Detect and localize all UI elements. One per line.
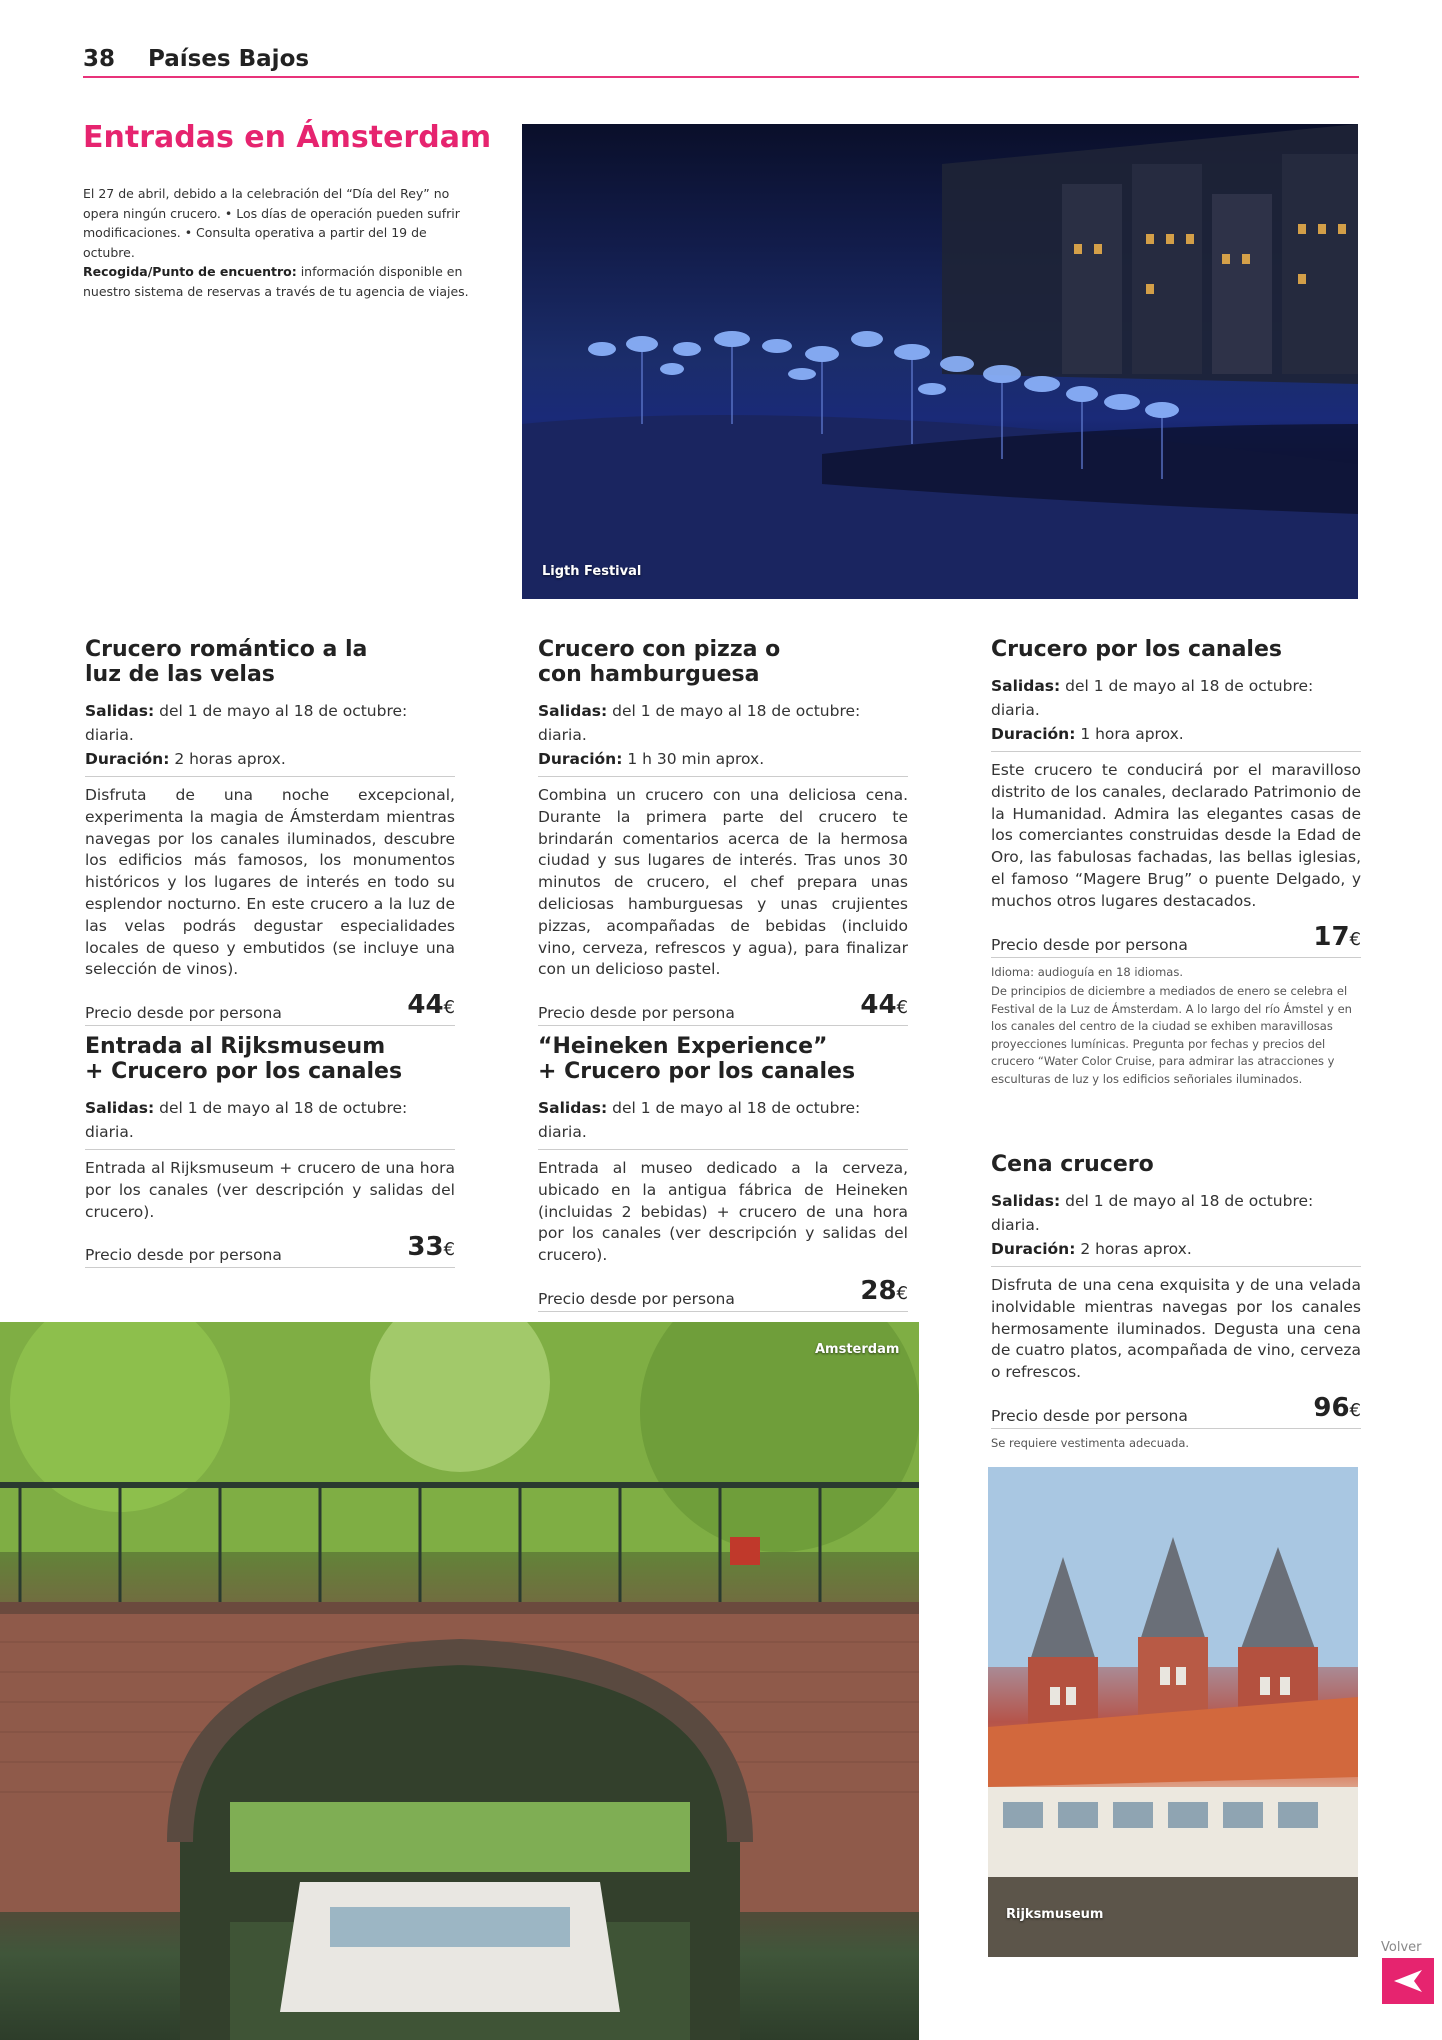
price-label: Precio desde por persona — [538, 1004, 735, 1023]
intro-body: El 27 de abril, debido a la celebración del “Día del Rey” no opera ningún crucero. • Los días de operación pueden sufrir modificaciones. • Consulta operativa a partir del 19 de octubre. — [83, 186, 460, 260]
price-label: Precio desde por persona — [85, 1246, 282, 1265]
divider — [85, 776, 455, 777]
divider — [538, 1149, 908, 1150]
tour-rijksmuseum — [85, 1034, 455, 1268]
page-number: 38 — [83, 46, 116, 72]
rijksmuseum-illustration — [988, 1467, 1358, 1957]
price-label: Precio desde por persona — [538, 1289, 735, 1308]
divider — [538, 776, 908, 777]
pickup-text: información disponible en nuestro sistema de reservas a través de tu agencia de viajes. — [83, 264, 469, 299]
tour-duration: Duración: 1 hora aprox. — [991, 725, 1184, 743]
amsterdam-canal-photo — [0, 1322, 919, 2040]
rijksmuseum-photo — [988, 1467, 1358, 1957]
tour-duration: Duración: 1 h 30 min aprox. — [538, 750, 765, 768]
tour-departures: Salidas: del 1 de mayo al 18 de octubre: diaria. — [85, 702, 408, 744]
price-row — [538, 991, 908, 1026]
tour-title: Entrada al Rijksmuseum + Crucero por los canales — [85, 1034, 403, 1084]
volver-label: Volver — [1381, 1940, 1422, 1955]
tour-cena-crucero — [991, 1152, 1361, 1452]
page-title: Entradas en Ámsterdam — [83, 120, 492, 155]
festival-caption: Ligth Festival — [542, 564, 642, 579]
language-note: Idioma: audioguía en 18 idiomas. — [991, 964, 1183, 979]
price-label: Precio desde por persona — [991, 935, 1188, 954]
tour-departures: Salidas: del 1 de mayo al 18 de octubre: diaria. — [538, 1099, 861, 1141]
tour-duration: Duración: 2 horas aprox. — [991, 1240, 1192, 1258]
price-value: 44€ — [860, 990, 908, 1021]
tour-description: Este crucero te conducirá por el maravilloso distrito de los canales, declarado Patrimonio de la Humanidad. Admira las elegantes casas de los comerciantes construidas desde la Edad de Oro, las fabulosas fachadas, las bellas iglesias, el famoso “Magere Brug” o puente Delgado, y muchos otros lugares destacados. — [991, 761, 1361, 910]
tour-title: “Heineken Experience” + Crucero por los canales — [538, 1034, 856, 1084]
museum-caption: Rijksmuseum — [1006, 1907, 1104, 1922]
canal-caption: Amsterdam — [815, 1342, 900, 1357]
tour-description: Entrada al museo dedicado a la cerveza, ubicado en la antigua fábrica de Heineken (incluidas 2 bebidas) + crucero de una hora por los canales (ver descripción y salidas del crucero). — [538, 1159, 908, 1265]
pickup-label: Recogida/Punto de encuentro: — [83, 264, 297, 279]
tour-description: Disfruta de una cena exquisita y de una velada inolvidable mientras navegas por los canales hermosamente iluminados. Degusta una cena de cuatro platos, acompañada de vino, cerveza o refrescos. — [991, 1276, 1361, 1382]
divider — [991, 1266, 1361, 1267]
price-label: Precio desde por persona — [85, 1004, 282, 1023]
price-row — [991, 923, 1361, 958]
price-value: 33€ — [407, 1232, 455, 1263]
intro-text — [83, 184, 473, 301]
divider — [991, 751, 1361, 752]
tour-title: Crucero por los canales — [991, 637, 1282, 662]
price-value: 96€ — [1313, 1392, 1361, 1423]
tour-crucero-canales — [991, 637, 1361, 1088]
canal-bridge-illustration — [0, 1322, 919, 2040]
header-divider — [83, 76, 1359, 78]
price-row — [538, 1277, 908, 1312]
tour-description: Disfruta de una noche excepcional, experimenta la magia de Ámsterdam mientras navegas por los canales iluminados, descubre los edificios más famosos, los monumentos históricos y los lugares de interés en todo su esplendor nocturno. En este crucero a la luz de las velas podrás degustar especialidades locales de queso y embutidos (se incluye una selección de vinos). — [85, 786, 455, 979]
tour-heineken — [538, 1034, 908, 1312]
tour-duration: Duración: 2 horas aprox. — [85, 750, 286, 768]
divider — [85, 1149, 455, 1150]
section-title: Países Bajos — [148, 46, 310, 72]
tour-departures: Salidas: del 1 de mayo al 18 de octubre: diaria. — [85, 1099, 408, 1141]
tour-title: Cena crucero — [991, 1152, 1154, 1177]
price-value: 17€ — [1313, 921, 1361, 952]
arrow-left-icon — [1392, 1968, 1424, 1994]
tour-crucero-romantico — [85, 637, 455, 1026]
dress-code-note: Se requiere vestimenta adecuada. — [991, 1435, 1190, 1450]
tour-title: Crucero con pizza o con hamburguesa — [538, 637, 781, 687]
price-row — [85, 1233, 455, 1268]
tour-description: Combina un crucero con una deliciosa cena. Durante la primera parte del crucero te brindarán comentarios acerca de la hermosa ciudad y sus lugares de interés. Tras unos 30 minutos de crucero, el chef prepara unas deliciosas hamburguesas y unas crujientes pizzas, acompañadas de bebidas (incluido vino, cerveza, refrescos y agua), para finalizar con un delicioso pastel. — [538, 786, 908, 979]
volver-button[interactable] — [1382, 1958, 1434, 2004]
price-value: 44€ — [407, 990, 455, 1021]
price-label: Precio desde por persona — [991, 1406, 1188, 1425]
price-value: 28€ — [860, 1275, 908, 1306]
tour-departures: Salidas: del 1 de mayo al 18 de octubre: diaria. — [991, 1192, 1314, 1234]
light-festival-photo — [522, 124, 1358, 599]
tour-title: Crucero romántico a la luz de las velas — [85, 637, 368, 687]
tour-description: Entrada al Rijksmuseum + crucero de una hora por los canales (ver descripción y salidas del crucero). — [85, 1159, 455, 1221]
festival-note: De principios de diciembre a mediados de enero se celebra el Festival de la Luz de Ámsterdam. A lo largo del río Ámstel y en los canales del centro de la ciudad se exhiben maravillosas proyecciones lumínicas. Pregunta por fechas y precios del crucero “Water Color Cruise, para admirar las atracciones y esculturas de luz y los edificios señoriales iluminados. — [991, 984, 1352, 1086]
tour-departures: Salidas: del 1 de mayo al 18 de octubre: diaria. — [538, 702, 861, 744]
tour-crucero-pizza — [538, 637, 908, 1026]
price-row — [991, 1394, 1361, 1429]
price-row — [85, 991, 455, 1026]
tour-departures: Salidas: del 1 de mayo al 18 de octubre: diaria. — [991, 677, 1314, 719]
light-festival-illustration — [522, 124, 1358, 599]
